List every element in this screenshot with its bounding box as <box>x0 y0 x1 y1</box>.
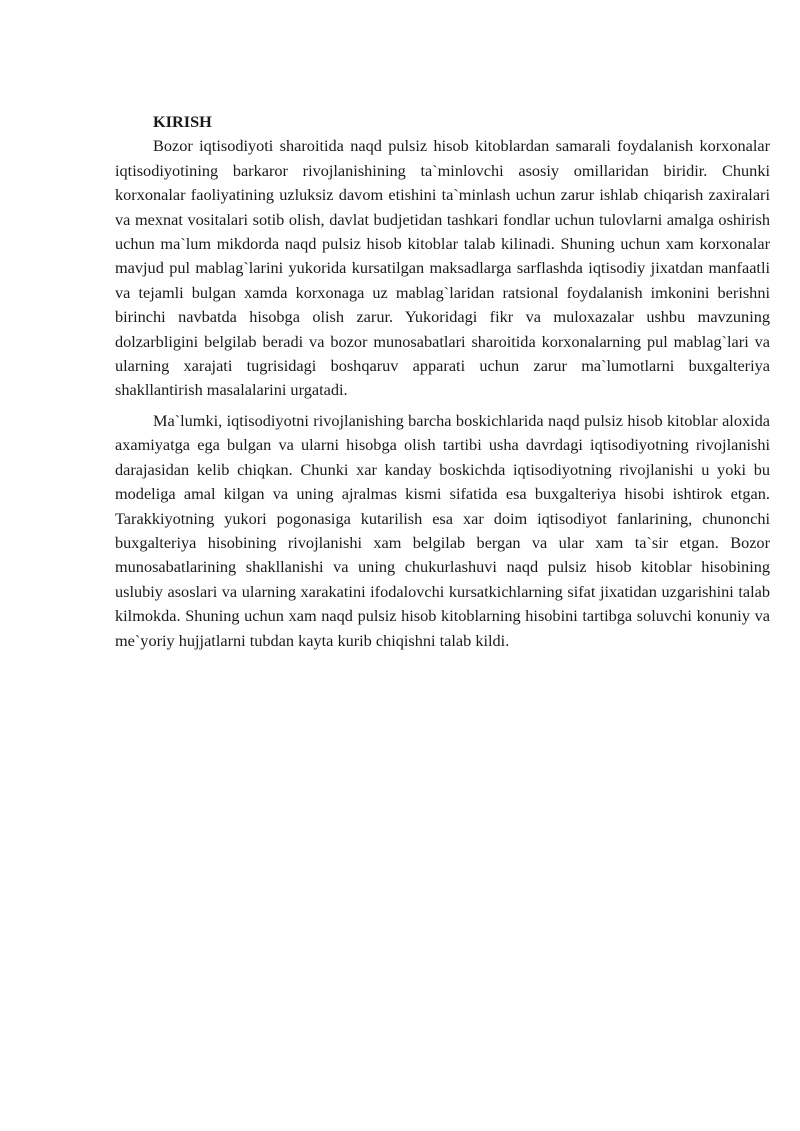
section-heading: KIRISH <box>153 112 212 131</box>
paragraph-2: Ma`lumki, iqtisodiyotni rivojlanishing barcha boskichlarida naqd pulsiz hisob kitoblar aloxida axamiyatga ega bulgan va ularni hisobga olish tartibi usha davrdagi iqtisodiyotning rivojlanishi darajasidan kelib chiqkan. Chunki xar kanday boskichda iqtisodiyotning rivojlanishi u yoki bu modeliga amal kilgan va uning ajralmas kismi sifatida esa buxgalteriya hisobi ishtirok etgan. Tarakkiyotning yukori pogonasiga kutarilish esa xar doim iqtisodiyot fanlarining, chunonchi buxgalteriya hisobining rivojlanishi xam belgilab bergan va ular xam ta`sir etgan. Bozor munosabatlarining shakllanishi va uning chukurlashuvi naqd pulsiz hisob kitoblar hisobining uslubiy asoslari va ularning xarakatini ifodalovchi kursatkichlarning sifat jixatidan uzgarishini talab kilmokda. Shuning uchun xam naqd pulsiz hisob kitoblarning hisobini tartibga soluvchi konuniy va me`yoriy hujjatlarni tubdan kayta kurib chiqishni talab kildi. <box>115 410 770 650</box>
document-body <box>115 110 770 653</box>
paragraph-1: Bozor iqtisodiyoti sharoitida naqd pulsiz hisob kitoblardan samarali foydalanish korxonalar iqtisodiyotining barkaror rivojlanishining ta`minlovchi asosiy omillaridan biridir. Chunki korxonalar faoliyatining uzluksiz davom etishini ta`minlash uchun zarur ishlab chiqarish zaxiralari va mexnat vositalari sotib olish, davlat budjetidan tashkari fondlar uchun tulovlarni amalga oshirish uchun ma`lum mikdorda naqd pulsiz hisob kitoblar talab kilinadi. Shuning uchun xam korxonalar mavjud pul mablag`larini yukorida kursatilgan maksadlarga sarflashda iqtisodiy jixatdan manfaatli va tejamli bulgan xamda korxonaga uz mablag`laridan ratsional foydalanish imkonini berishni birinchi navbatda hisobga olish zarur. Yukoridagi fikr va muloxazalar ushbu mavzuning dolzarbligini belgilab beradi va bozor munosabatlari sharoitida korxonalarning pul mablag`lari va ularning xarajati tugrisidagi boshqaruv apparati uchun zarur ma`lumotlarni buxgalteriya shakllantirish masalalarini urgatadi. <box>115 136 770 400</box>
